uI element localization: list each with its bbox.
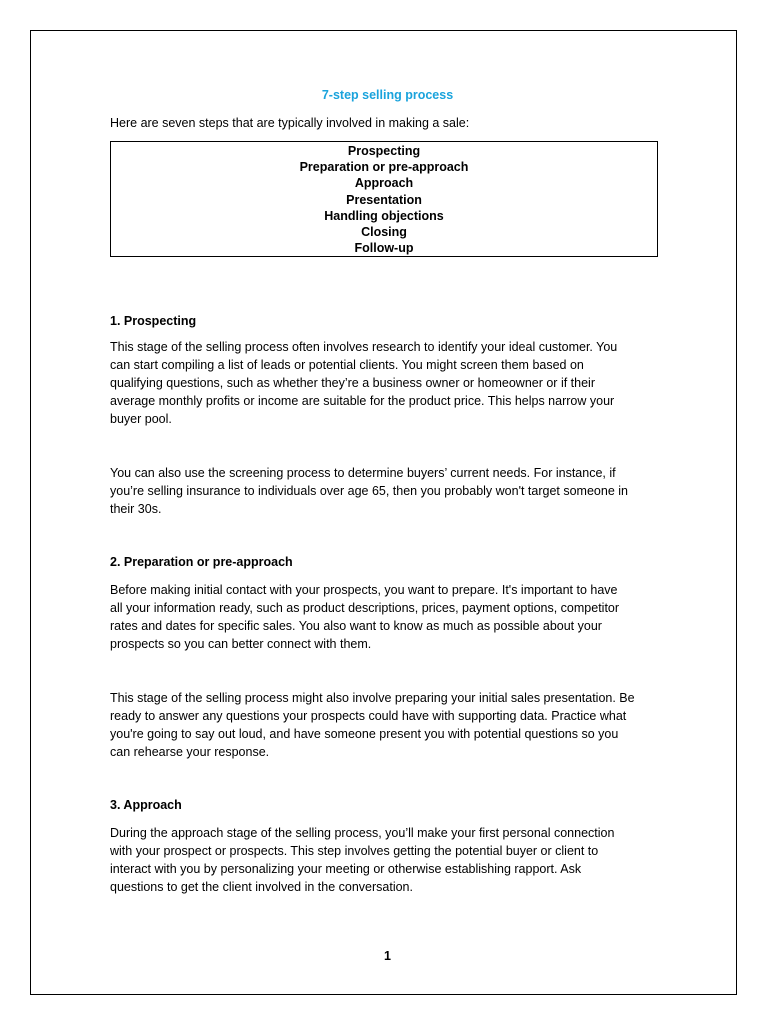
text-line: You can also use the screening process to determine buyers’ current needs. For instance, if (110, 466, 616, 480)
text-line: During the approach stage of the selling process, you’ll make your first personal connection (110, 826, 615, 840)
text-line: ready to answer any questions your prospects could have with supporting data. Practice what (110, 709, 627, 723)
text-line: This stage of the selling process might also involve preparing your initial sales presentation. Be (110, 691, 635, 705)
intro-text: Here are seven steps that are typically involved in making a sale: (110, 116, 470, 130)
text-line: questions to get the client involved in the conversation. (110, 880, 413, 894)
document-title: 7-step selling process (321, 88, 454, 102)
section-paragraph (110, 824, 665, 896)
step-item: Approach (354, 176, 414, 191)
section-paragraph (110, 464, 665, 518)
step-item: Presentation (346, 192, 422, 207)
step-item: Preparation or pre-approach (299, 160, 469, 175)
text-line: can start compiling a list of leads or potential clients. You might screen them based on (110, 358, 584, 372)
text-line: can rehearse your response. (110, 745, 270, 759)
text-line: with your prospect or prospects. This step involves getting the potential buyer or client to (110, 844, 599, 858)
page-number: 1 (384, 949, 391, 963)
section-heading-approach: 3. Approach (110, 798, 182, 812)
step-item: Prospecting (347, 144, 421, 158)
text-line: their 30s. (110, 502, 162, 516)
text-line: Before making initial contact with your prospects, you want to prepare. It's important to have (110, 583, 618, 597)
section-heading-preparation: 2. Preparation or pre-approach (110, 555, 293, 569)
step-item: Handling objections (324, 208, 444, 223)
text-line: all your information ready, such as product descriptions, prices, payment options, competitor (110, 601, 620, 615)
step-item: Follow-up (354, 241, 414, 256)
text-line: interact with you by personalizing your meeting or otherwise establishing rapport. Ask (110, 862, 582, 876)
text-line: you’re selling insurance to individuals over age 65, then you probably won't target someone in (110, 484, 628, 498)
section-paragraph (110, 338, 665, 428)
steps-summary-box (110, 141, 658, 257)
text-line: average monthly profits or income are suitable for the product price. This helps narrow your (110, 394, 615, 408)
text-line: This stage of the selling process often involves research to identify your ideal customer. You (110, 340, 618, 354)
text-line: rates and dates for specific sales. You also want to know as much as possible about your (110, 619, 602, 633)
section-heading-prospecting: 1. Prospecting (110, 314, 197, 328)
document-page (30, 30, 737, 995)
text-line: you're going to say out loud, and have someone present you with potential questions so you (110, 727, 619, 741)
section-paragraph (110, 689, 665, 761)
step-item: Closing (361, 225, 407, 240)
text-line: prospects so you can better connect with them. (110, 637, 372, 651)
text-line: buyer pool. (110, 412, 172, 426)
text-line: qualifying questions, such as whether they’re a business owner or homeowner or if their (110, 376, 595, 390)
section-paragraph (110, 581, 665, 653)
